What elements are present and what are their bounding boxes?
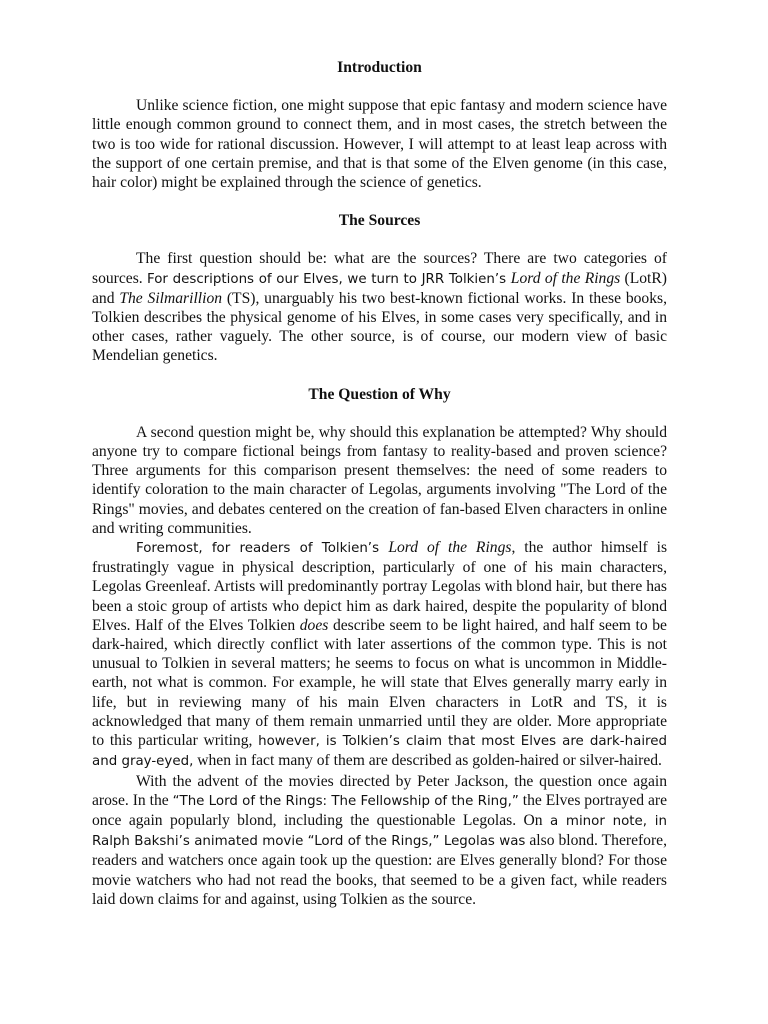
text-run: The first question should be: what are the sources? There are two categories of sources. xyxy=(92,250,667,287)
text-run: For descriptions of our Elves, we turn to JRR Tolkien’s xyxy=(147,271,511,287)
text-run: when in fact many of them are described as golden-haired or silver-haired. xyxy=(193,752,662,770)
text-run: With the advent of the movies directed by Peter Jackson, the question once again arose. In the xyxy=(92,772,667,809)
text-run: describe seem to be light haired, and half seem to be dark-haired, which directly conflict with later assertions of the common type. This is not unusual to Tolkien in several matters; he seems to focus on what is uncommon in Middle-earth, not what is common. For example, he will state that Elves generally marry early in life, but in reviewing many of his main Elven characters in LotR and TS, it is acknowledged that many of them remain unmarried until they are older. More appropriate to this particular writing, xyxy=(92,616,667,750)
heading-introduction: Introduction xyxy=(337,59,422,76)
paragraph-why-3 xyxy=(92,772,667,909)
heading-question-of-why: The Question of Why xyxy=(308,385,451,403)
text-run: (TS), unarguably his two best-known fictional works. In these books, Tolkien describes the physical genome of his Elves, in some cases very specifically, and in other cases, rather vaguely. The other source, is of course, our modern view of basic Mendelian genetics. xyxy=(92,289,667,365)
book-title: Lord of the Rings xyxy=(510,269,621,287)
paragraph-introduction: Unlike science fiction, one might suppose that epic fantasy and modern science have little enough common ground to connect them, and in most cases, the stretch between the two is too wide for rational discussion. However, I will attempt to at least leap across with the support of one certain premise, and that is that some of the Elven genome (in this case, hair color) might be explained through the science of genetics. xyxy=(92,97,667,192)
text-run: “The Lord of the Rings: The Fellowship of the Ring,” xyxy=(172,793,519,809)
text-run: the Elves portrayed are once again popularly blond, including the questionable Legolas. On xyxy=(92,791,667,829)
emphasis: does xyxy=(299,616,329,634)
text-run: Foremost, for readers of Tolkien’s xyxy=(136,541,389,557)
text-run: also blond. Therefore, readers and watchers once again took up the question: are Elves generally blond? For those movie watchers who had not read the books, that seemed to be a given fact, while readers laid down claims for and against, using Tolkien as the source. xyxy=(92,832,667,908)
book-title: Lord of the Rings xyxy=(388,539,512,557)
paragraph-why-2 xyxy=(92,538,667,771)
document-page xyxy=(92,58,667,909)
paragraph-why-1: A second question might be, why should this explanation be attempted? Why should anyone try to compare fictional beings from fantasy to reality-based and proven science? Three arguments for this comparison present themselves: the need of some readers to identify coloration to the main character of Legolas, arguments involving "The Lord of the Rings" movies, and debates centered on the creation of fan-based Elven characters in online and writing communities. xyxy=(92,423,667,537)
text-run: however, is Tolkien’s claim that most Elves are dark-haired and gray-eyed, xyxy=(92,734,667,770)
text-run: (LotR) and xyxy=(92,269,667,307)
heading-sources: The Sources xyxy=(338,212,421,230)
text-run: a minor note, in Ralph Bakshi’s animated movie “Lord of the Rings,” Legolas was xyxy=(92,813,667,850)
paragraph-sources xyxy=(92,249,667,365)
text-run: , the author himself is frustratingly vague in physical description, particularly of one of his main characters, Legolas Greenleaf. Artists will predominantly portray Legolas with blond hair, but there has been a stoic group of artists who depict him as dark haired, despite the popularity of blond Elves. Half of the Elves Tolkien xyxy=(92,539,668,634)
book-title: The Silmarillion xyxy=(119,289,223,307)
